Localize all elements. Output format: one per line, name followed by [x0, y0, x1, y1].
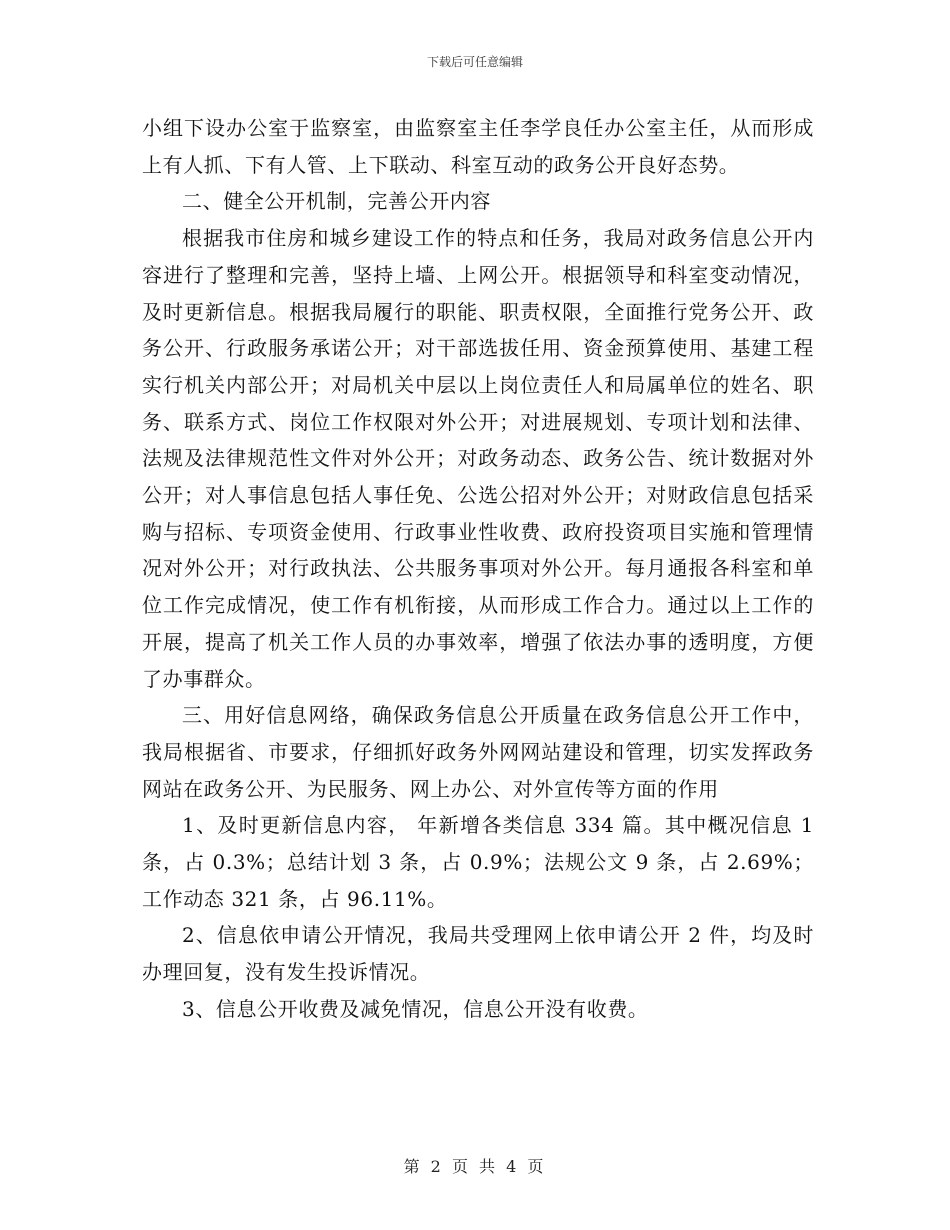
section-heading-3: 三、用好信息网络，确保政务信息公开质量在政务信息公开工作中，我局根据省、市要求，仔细抓好政务外网网站建设和管理，切实发挥政务网站在政务公开、为民服务、网上办公、对外宣传等方面的作用 — [142, 703, 814, 801]
paragraph-item-2: 2、信息依申请公开情况，我局共受理网上依申请公开 2 件，均及时办理回复，没有发生投诉情况。 — [142, 923, 814, 985]
document-body — [142, 110, 814, 1028]
paragraph-item-3: 3、信息公开收费及减免情况，信息公开没有收费。 — [182, 996, 649, 1021]
paragraph-item-1: 1、及时更新信息内容， 年新增各类信息 334 篇。其中概况信息 1 条，占 0.3%；总结计划 3 条，占 0.9%；法规公文 9 条，占 2.69%；工作动态 321 条，占 96.11%。 — [142, 813, 814, 911]
section-heading-2: 二、健全公开机制，完善公开内容 — [182, 189, 491, 214]
page-number: 第 2 页 共 4 页 — [403, 1157, 547, 1176]
paragraph-3: 根据我市住房和城乡建设工作的特点和任务，我局对政务信息公开内容进行了整理和完善，坚持上墙、上网公开。根据领导和科室变动情况，及时更新信息。根据我局履行的职能、职责权限，全面推行党务公开、政务公开、行政服务承诺公开；对干部选拔任用、资金预算使用、基建工程实行机关内部公开；对局机关中层以上岗位责任人和局属单位的姓名、职务、联系方式、岗位工作权限对外公开；对进展规划、专项计划和法律、法规及法律规范性文件对外公开；对政务动态、政务公告、统计数据对外公开；对人事信息包括人事任免、公选公招对外公开；对财政信息包括采购与招标、专项资金使用、行政事业性收费、政府投资项目实施和管理情况对外公开；对行政执法、公共服务事项对外公开。每月通报各科室和单位工作完成情况，使工作有机衔接，从而形成工作合力。通过以上工作的开展，提高了机关工作人员的办事效率，增强了依法办事的透明度，方便了办事群众。 — [142, 226, 814, 691]
paragraph-1: 小组下设办公室于监察室，由监察室主任李学良任办公室主任，从而形成上有人抓、下有人管、上下联动、科室互动的政务公开良好态势。 — [142, 116, 814, 177]
header-note: 下载后可任意编辑 — [426, 55, 523, 69]
